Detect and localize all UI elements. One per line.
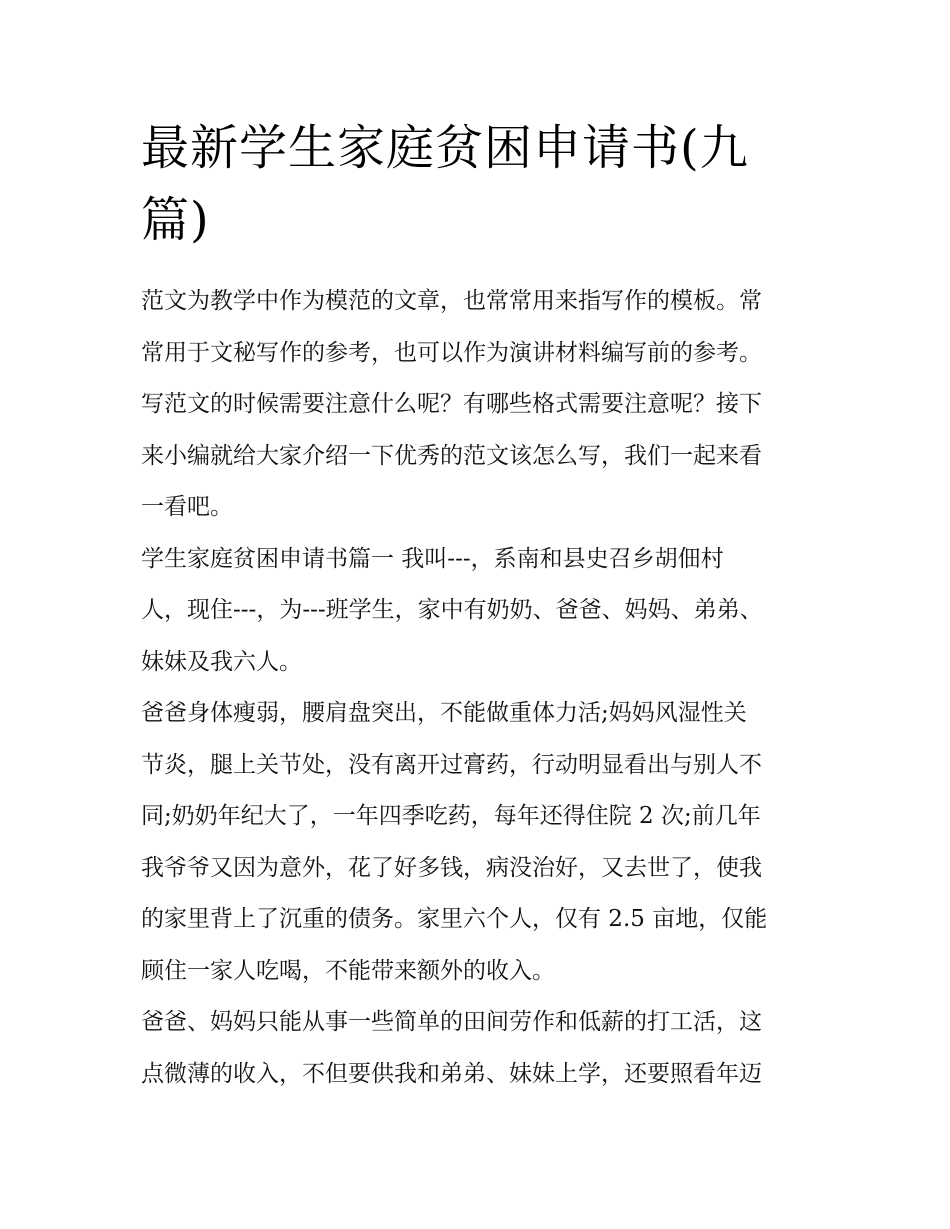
text-line: 爸爸身体瘦弱，腰肩盘突出，不能做重体力活;妈妈风湿性关: [141, 700, 747, 726]
text-line: 常用于文秘写作的参考，也可以作为演讲材料编写前的参考。: [141, 339, 762, 366]
text-line: 爸爸、妈妈只能从事一些简单的田间劳作和低薪的打工活，这: [141, 1009, 762, 1035]
paragraph-section-one: [141, 534, 813, 689]
text-line: 学生家庭贫困申请书篇一 我叫---，系南和县史召乡胡佃村: [141, 545, 724, 572]
text-line: 我爷爷又因为意外，花了好多钱，病没治好，又去世了，使我: [141, 854, 762, 881]
paragraph-family-health: [141, 688, 813, 997]
text-line: 的家里背上了沉重的债务。家里六个人，仅有 2.5 亩地，仅能: [141, 906, 768, 932]
paragraph-intro: [141, 276, 813, 534]
paragraph-income: [141, 997, 813, 1100]
title-line: 最新学生家庭贫困申请书(九: [141, 120, 749, 176]
text-line: 同;奶奶年纪大了，一年四季吃药，每年还得住院 2 次;前几年: [141, 803, 761, 829]
text-line: 顾住一家人吃喝，不能带来额外的收入。: [141, 957, 555, 984]
text-line: 妹妹及我六人。: [141, 648, 302, 675]
text-line: 范文为教学中作为模范的文章，也常常用来指写作的模板。常: [141, 288, 762, 314]
text-line: 写范文的时候需要注意什么呢？有哪些格式需要注意呢？接下: [141, 391, 762, 417]
text-line: 点微薄的收入，不但要供我和弟弟、妹妹上学，还要照看年迈: [141, 1060, 762, 1087]
text-line: 来小编就给大家介绍一下优秀的范文该怎么写，我们一起来看: [141, 442, 762, 469]
title-line: 篇): [141, 192, 210, 248]
text-line: 一看吧。: [141, 494, 233, 520]
text-line: 人，现住---，为---班学生，家中有奶奶、爸爸、妈妈、弟弟、: [141, 597, 763, 623]
document-body: [141, 112, 813, 1100]
document-title: [141, 112, 813, 256]
text-line: 节炎，腿上关节处，没有离开过膏药，行动明显看出与别人不: [141, 751, 762, 778]
